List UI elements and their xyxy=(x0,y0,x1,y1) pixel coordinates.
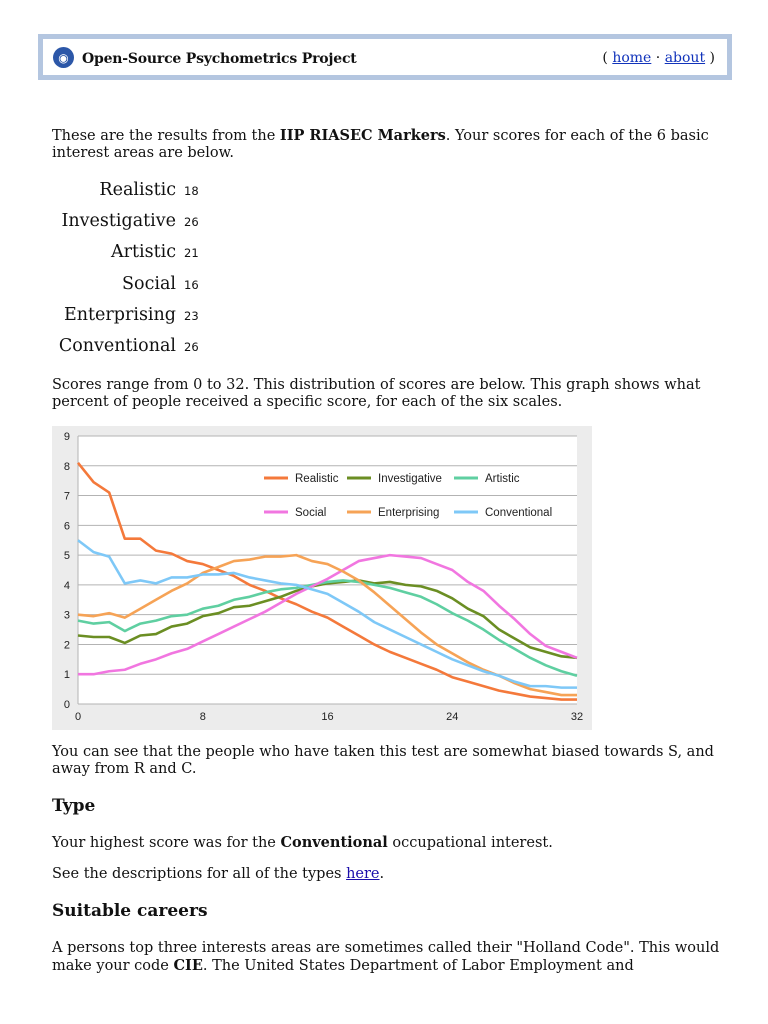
x-tick-label: 16 xyxy=(321,711,334,723)
here-link[interactable]: here xyxy=(346,866,380,882)
range-text: Scores range from 0 to 32. This distribution of scores are below. This graph shows what percent of people received a specific score, for each of the six scales. xyxy=(52,377,701,410)
score-label: Conventional xyxy=(58,335,176,356)
highest-score-text xyxy=(52,834,553,852)
score-value: 26 xyxy=(184,215,199,230)
x-tick-label: 8 xyxy=(199,711,206,723)
score-label: Investigative xyxy=(61,211,176,232)
y-tick-label: 5 xyxy=(63,550,70,563)
bias-text: You can see that the people who have taken this test are somewhat biased towards S, and away from R and C. xyxy=(52,744,714,777)
site-header xyxy=(38,34,732,80)
site-logo-icon[interactable]: ◉ xyxy=(53,47,74,68)
y-tick-label: 4 xyxy=(63,579,70,592)
careers-heading: Suitable careers xyxy=(52,901,208,921)
legend-label: Enterprising xyxy=(378,507,440,519)
score-label: Enterprising xyxy=(63,304,176,325)
legend-label: Social xyxy=(295,507,327,519)
home-link[interactable]: home xyxy=(612,50,652,66)
distribution-chart xyxy=(52,426,592,730)
score-label: Realistic xyxy=(99,180,176,200)
type-heading: Type xyxy=(52,796,96,816)
score-value: 16 xyxy=(184,277,199,292)
score-label: Social xyxy=(122,273,176,294)
chart-svg xyxy=(52,426,592,730)
paren-open: ( xyxy=(602,50,613,66)
legend-label: Realistic xyxy=(295,473,339,485)
legend-label: Artistic xyxy=(485,473,520,485)
about-link[interactable]: about xyxy=(664,50,706,66)
y-tick-label: 6 xyxy=(63,520,70,533)
see-after: . xyxy=(379,866,385,882)
header-nav xyxy=(602,50,715,66)
y-tick-label: 3 xyxy=(63,609,70,622)
see-before: See the descriptions for all of the types xyxy=(52,866,347,882)
legend-label: Conventional xyxy=(485,507,553,519)
site-title: Open-Source Psychometrics Project xyxy=(82,51,357,67)
holland-before: A persons top three interests areas are sometimes called their "Holland Code". This would make your code xyxy=(52,940,720,974)
highest-before: Your highest score was for the xyxy=(52,835,281,851)
score-value: 21 xyxy=(184,246,199,261)
intro-before: These are the results from the xyxy=(52,128,280,144)
test-name: IIP RIASEC Markers xyxy=(279,127,446,144)
score-value: 18 xyxy=(184,184,199,198)
legend-label: Investigative xyxy=(378,473,442,485)
score-value: 26 xyxy=(184,339,199,354)
y-tick-label: 9 xyxy=(63,431,70,443)
x-tick-label: 24 xyxy=(446,711,459,723)
y-tick-label: 7 xyxy=(63,490,70,503)
score-label: Artistic xyxy=(110,242,176,263)
highest-after: occupational interest. xyxy=(387,835,553,851)
intro-text xyxy=(52,127,732,162)
see-descriptions-text xyxy=(52,866,384,883)
holland-code: CIE xyxy=(173,957,203,974)
nav-separator: · xyxy=(651,50,665,66)
holland-after: . The United States Department of Labor Employment and xyxy=(202,958,634,974)
y-tick-label: 1 xyxy=(63,669,70,682)
highest-type: Conventional xyxy=(280,834,388,851)
y-tick-label: 2 xyxy=(63,639,70,652)
x-tick-label: 0 xyxy=(74,711,82,723)
x-tick-label: 32 xyxy=(570,711,584,723)
score-value: 23 xyxy=(184,308,199,323)
holland-code-text xyxy=(52,940,742,975)
y-tick-label: 8 xyxy=(63,460,70,473)
paren-close: ) xyxy=(705,50,715,66)
y-tick-label: 0 xyxy=(63,699,70,711)
intro-after: . Your scores for each of the 6 basic interest areas are below. xyxy=(52,128,709,161)
